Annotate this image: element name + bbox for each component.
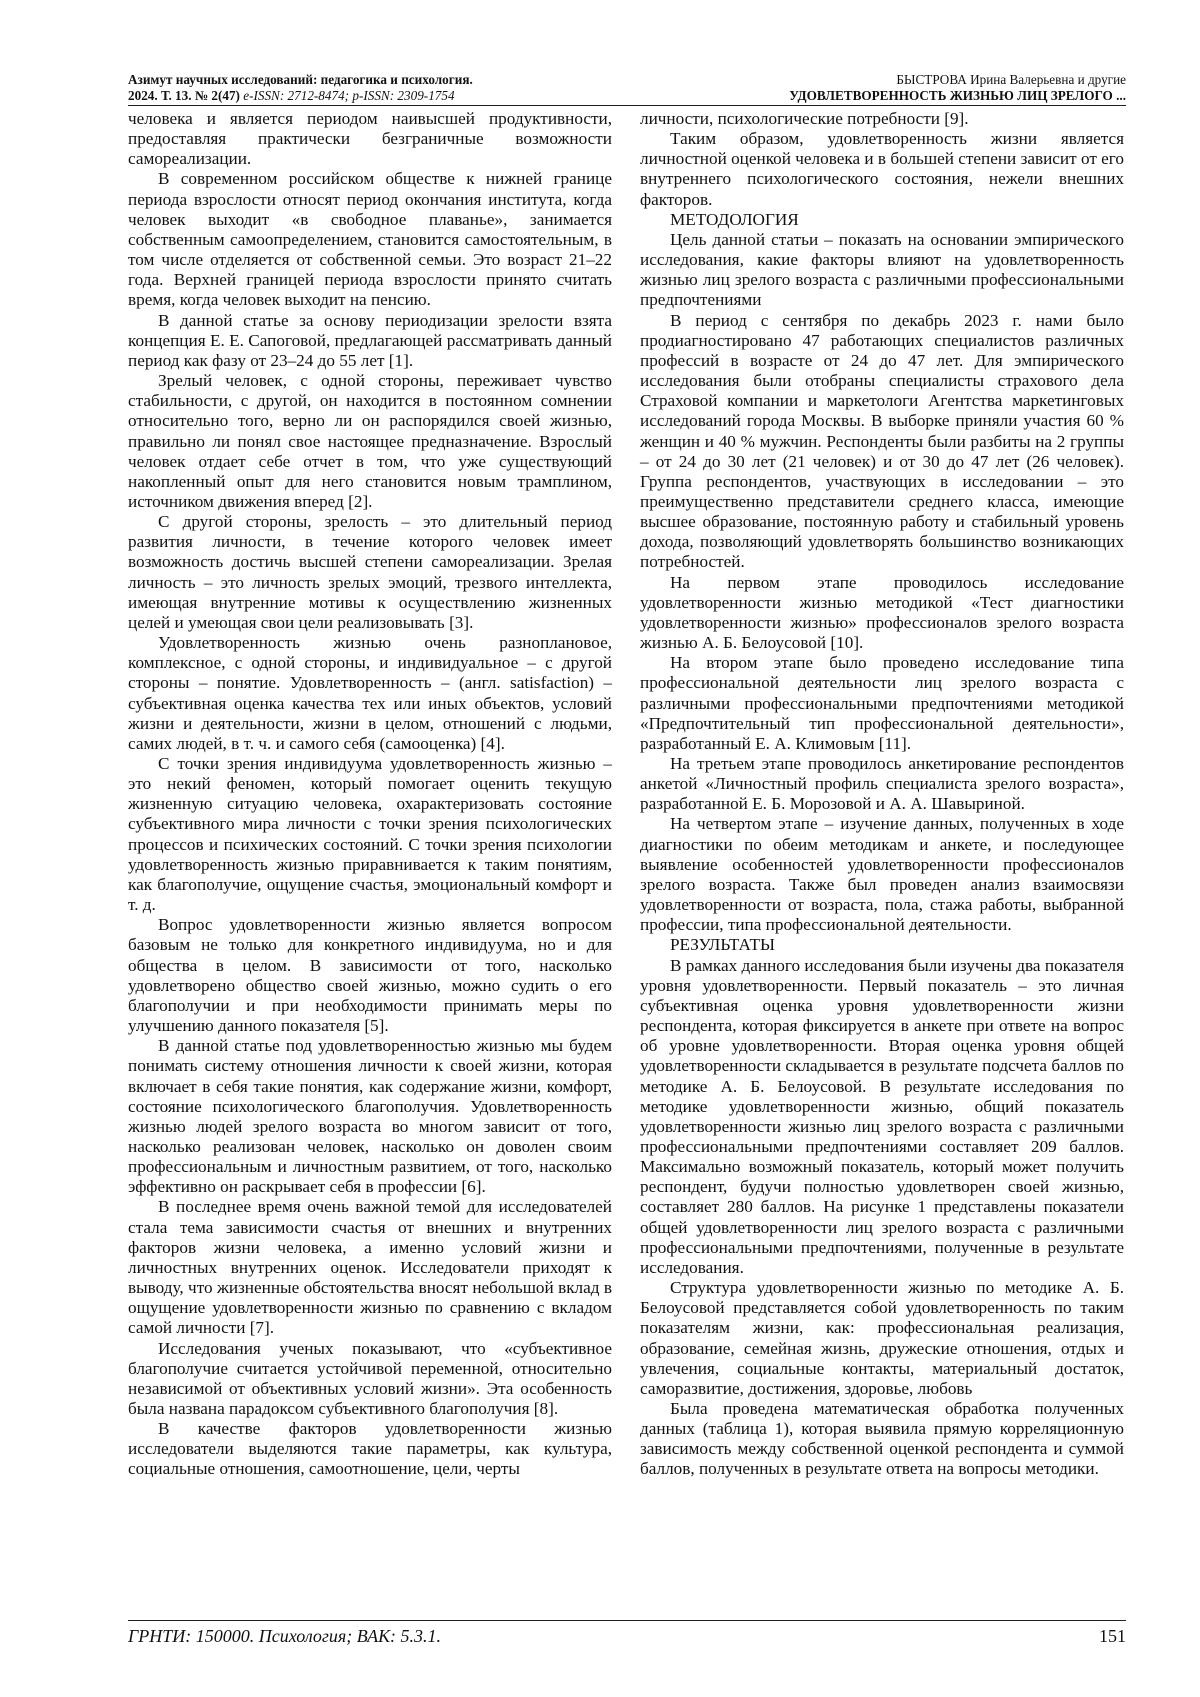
paragraph: В данной статье под удовлетворенностью жизнью мы будем понимать систему отношения личности к своей жизни, которая включает в себя такие понятия, как содержание жизни, комфорт, состояние психологического благополучия. Удовлетворенность жизнью людей зрелого возраста во многом зависит от того, насколько реализован человек, насколько он доволен своим профессиональным и личностным развитием, от того, насколько эффективно он раскрывает себя в профессии [6]. — [128, 1036, 612, 1197]
paragraph: На первом этапе проводилось исследование удовлетворенности жизнью методикой «Тест диагностики удовлетворенности жизнью» профессионалов зрелого возраста жизнью А. Б. Белоусовой [10]. — [640, 572, 1124, 653]
paragraph: Удовлетворенность жизнью очень разноплановое, комплексное, с одной стороны, и индивидуальное – с другой стороны – понятие. Удовлетворенность – (англ. satisfaction) – субъективная оценка качества тех или иных объектов, условий жизни и деятельности, жизни в целом, отношений с людьми, самих людей, в т. ч. и самого себя (самооценка) [4]. — [128, 633, 612, 753]
journal-info — [128, 72, 473, 103]
footer-divider — [128, 1620, 1126, 1621]
paragraph: Вопрос удовлетворенности жизнью является вопросом базовым не только для конкретного индивидуума, но и для общества в целом. В зависимости от того, насколько удовлетворено общество своей жизнью, можно судить о его благополучии и при необходимости принимать меры по улучшению данного показателя [5]. — [128, 915, 612, 1036]
paragraph: В качестве факторов удовлетворенности жизнью исследователи выделяются такие параметры, как культура, социальные отношения, самоотношение, цели, черты — [128, 1419, 612, 1479]
running-header — [128, 72, 1126, 104]
paragraph: Структура удовлетворенности жизнью по методике А. Б. Белоусовой представляется собой удовлетворенность по таким показателям жизни, как: профессиональная реализация, образование, семейная жизнь, дружеские отношения, отдых и увлечения, социальные контакты, материальный достаток, саморазвитие, достижения, здоровье, любовь — [640, 1278, 1124, 1398]
paragraph: Была проведена математическая обработка полученных данных (таблица 1), которая выявила прямую корреляционную зависимость между собственной оценкой респондента и суммой баллов, полученных в результате ответа на вопросы методики. — [640, 1399, 1124, 1479]
article-info — [789, 72, 1126, 103]
footer-classification: ГРНТИ: 150000. Психология; ВАК: 5.3.1. — [128, 1626, 442, 1646]
paragraph: человека и является периодом наивысшей продуктивности, предоставляя практически безграничные возможности самореализации. — [128, 109, 612, 169]
left-column — [128, 109, 612, 1480]
paragraph: Таким образом, удовлетворенность жизни является личностной оценкой человека и в большей степени зависит от его внутреннего психологического состояния, нежели внешних факторов. — [640, 129, 1124, 209]
journal-volume: 2024. Т. 13. № 2(47) — [128, 87, 240, 103]
header-divider — [128, 105, 1126, 106]
journal-issn: e-ISSN: 2712-8474; p-ISSN: 2309-1754 — [243, 87, 455, 103]
paragraph: В последнее время очень важной темой для исследователей стала тема зависимости счастья от внешних и внутренних факторов жизни человека, а именно условий жизни и личностных внутренних оценок. Исследователи приходят к выводу, что жизненные обстоятельства вносят небольшой вклад в ощущение удовлетворенности жизнью по сравнению с вкладом самой личности [7]. — [128, 1197, 612, 1338]
paragraph: В рамках данного исследования были изучены два показателя уровня удовлетворенности. Первый показатель – это личная субъективная оценка уровня удовлетворенности жизни респондента, которая фиксируется в анкете при ответе на вопрос об уровне удовлетворенности. Вторая оценка уровня общей удовлетворенности складывается в результате подсчета баллов по методике А. Б. Белоусовой. В результате исследования по методике удовлетворенности жизнью, общий показатель удовлетворенности жизнью лиц зрелого возраста с различными профессиональными предпочтениями составляет 209 баллов. Максимально возможный показатель, который может получить респондент, будучи полностью удовлетворен своей жизнью, составляет 280 баллов. На рисунке 1 представлены показатели общей удовлетворенности лиц зрелого возраста с различными профессиональными предпочтениями, полученные в результате исследования. — [640, 955, 1124, 1277]
paragraph: В данной статье за основу периодизации зрелости взята концепция Е. Е. Сапоговой, предлагающей рассматривать данный период как фазу от 23–24 до 55 лет [1]. — [128, 310, 612, 370]
right-column — [640, 109, 1124, 1480]
paragraph: личности, психологические потребности [9]. — [640, 109, 969, 128]
article-authors: БЫСТРОВА Ирина Валерьевна и другие — [896, 72, 1126, 87]
paragraph: Исследования ученых показывают, что «субъективное благополучие считается устойчивой переменной, относительно независимой от объективных условий жизни». Эта особенность была названа парадоксом субъективного благополучия [8]. — [128, 1338, 612, 1418]
paragraph: В современном российском обществе к нижней границе периода взрослости относят период окончания института, когда человек выходит «в свободное плаванье», занимается собственным самоопределением, становится самостоятельным, в том числе отделяется от собственной семьи. Это возраст 21–22 года. Верхней границей периода взрослости принято считать время, когда человек выходит на пенсию. — [128, 169, 612, 310]
paragraph: С точки зрения индивидуума удовлетворенность жизнью – это некий феномен, который помогает оценить текущую жизненную ситуацию человека, охарактеризовать состояние субъективного мира личности с точки зрения психологических процессов и психических состояний. С точки зрения психологии удовлетворенность жизнью приравнивается к таким понятиям, как благополучие, ощущение счастья, эмоциональный комфорт и т. д. — [128, 754, 612, 915]
page-number: 151 — [1099, 1626, 1126, 1646]
paragraph: На третьем этапе проводилось анкетирование респондентов анкетой «Личностный профиль специалиста зрелого возраста», разработанной Е. Б. Морозовой и А. А. Шавыриной. — [640, 754, 1124, 814]
paragraph: С другой стороны, зрелость – это длительный период развития личности, в течение которого человек имеет возможность достичь высшей степени самореализации. Зрелая личность – это личность зрелых эмоций, трезвого интеллекта, имеющая внутренние мотивы к осуществлению жизненных целей и умеющая свои цели реализовывать [3]. — [128, 512, 612, 632]
paragraph: Зрелый человек, с одной стороны, переживает чувство стабильности, с другой, он находится в постоянном сомнении относительно того, верно ли он распорядился своей жизнью, правильно ли понял свое настоящее предназначение. Взрослый человек отдает себе отчет в том, что уже существующий накопленный опыт для него становится новым трамплином, источником движения вперед [2]. — [128, 371, 612, 511]
section-heading-methodology: МЕТОДОЛОГИЯ — [670, 209, 799, 229]
paragraph: На четвертом этапе – изучение данных, полученных в ходе диагностики по обеим методикам и анкете, и последующее выявление особенностей удовлетворенности профессионалов зрелого возраста. Также был проведен анализ взаимосвязи удовлетворенности от возраста, пола, стажа работы, выбранной профессии, типа профессиональной деятельности. — [640, 814, 1124, 935]
paragraph: На втором этапе было проведено исследование типа профессиональной деятельности лиц зрелого возраста с различными профессиональными предпочтениями методикой «Предпочтительный тип профессиональной деятельности», разработанный Е. А. Климовым [11]. — [640, 653, 1124, 753]
section-heading-results: РЕЗУЛЬТАТЫ — [670, 935, 775, 955]
paragraph: Цель данной статьи – показать на основании эмпирического исследования, какие факторы влияют на удовлетворенность жизнью лиц зрелого возраста с различными профессиональными предпочтениями — [640, 229, 1124, 310]
journal-title: Азимут научных исследований: педагогика и психология. — [128, 72, 473, 87]
article-title-short: УДОВЛЕТВОРЕННОСТЬ ЖИЗНЬЮ ЛИЦ ЗРЕЛОГО ... — [789, 87, 1126, 103]
paragraph: В период с сентября по декабрь 2023 г. нами было продиагностировано 47 работающих специалистов различных профессий в возрасте от 24 до 47 лет. Для эмпирического исследования были отобраны специалисты страхового дела Страховой компании и маркетологи Агентства маркетинговых исследований города Москвы. В выборке приняли участия 60 % женщин и 40 % мужчин. Респонденты были разбиты на 2 группы – от 24 до 30 лет (21 человек) и от 30 до 47 лет (26 человек). Группа респондентов, участвующих в исследовании – это преимущественно представители среднего класса, имеющие высшее образование, постоянную работу и стабильный уровень дохода, позволяющий удовлетворять большинство возникающих потребностей. — [640, 310, 1124, 572]
